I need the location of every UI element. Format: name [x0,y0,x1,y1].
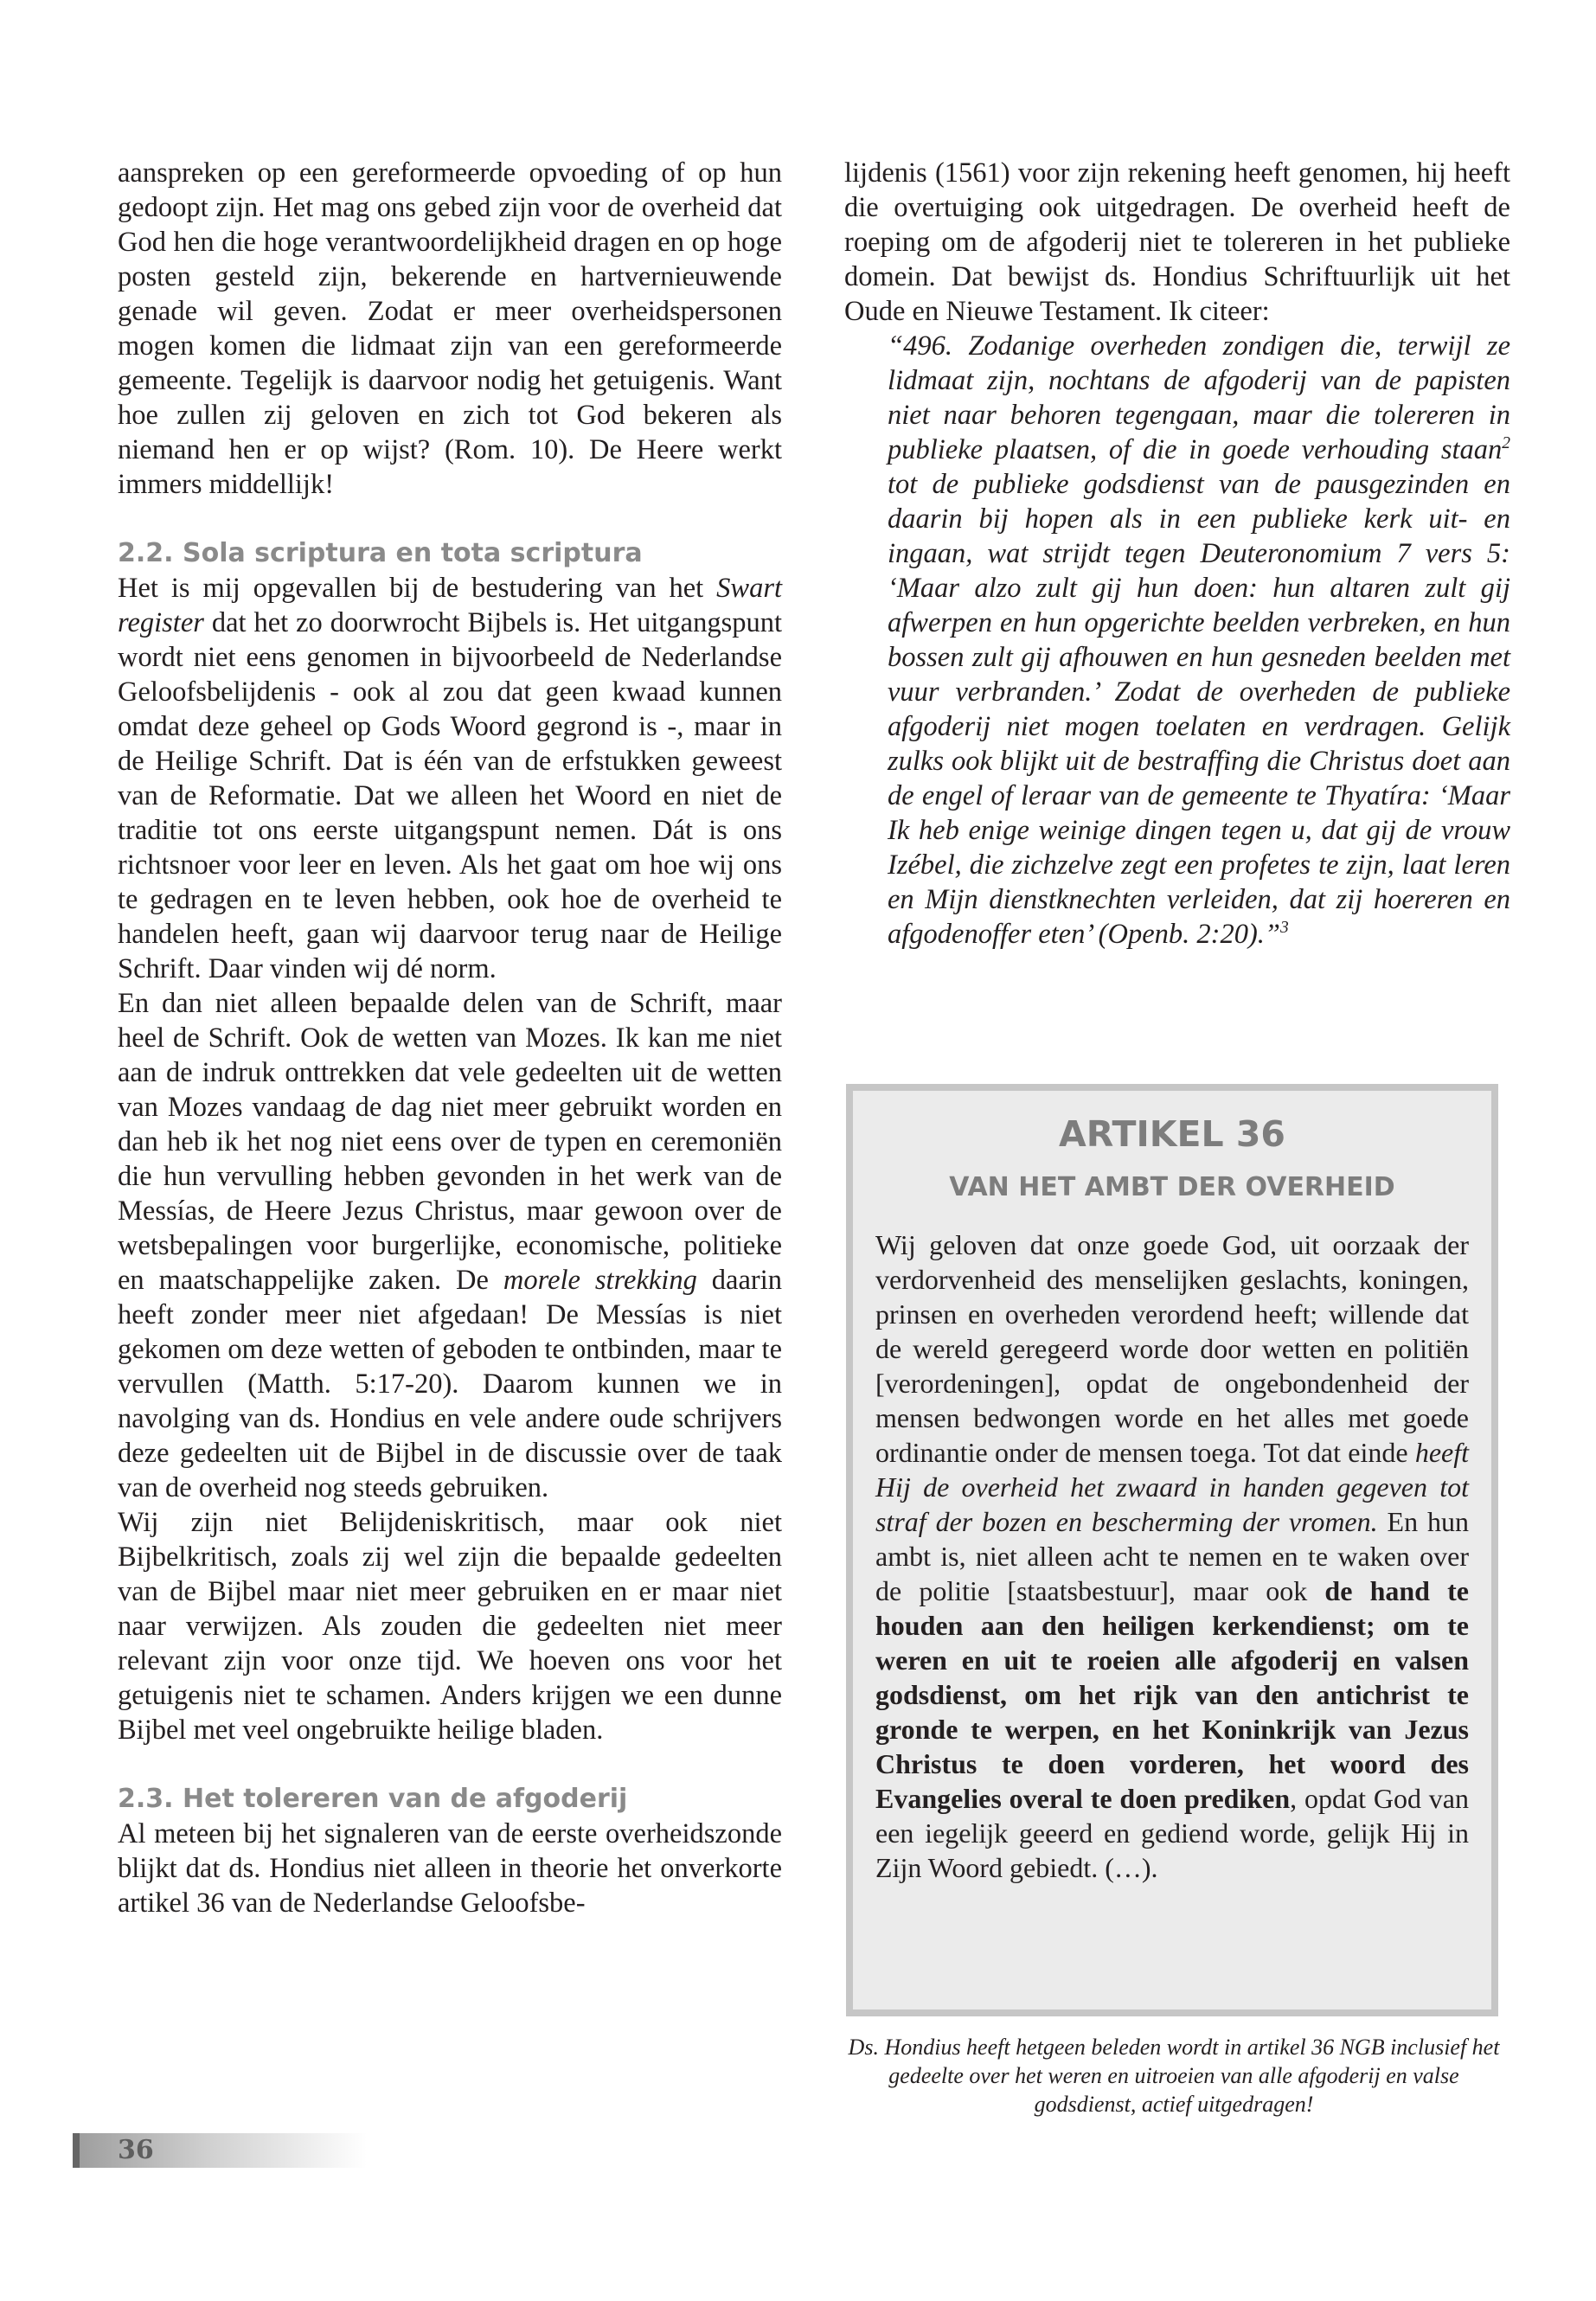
italic-term: morele strekking [503,1265,697,1296]
folio-bar [73,2133,80,2168]
page-number-tab [73,2133,367,2168]
paragraph: aanspreken op een gereformeerde opvoeding of op hun gedoopt zijn. Het mag ons gebed zijn voor de overheid dat God hen die hoge verantwoordelijkheid dragen en op hoge posten gesteld zijn, bekerende en hartvernieuwende genade wil geven. Zodat er meer overheidspersonen mogen komen die lidmaat zijn van een gereformeerde gemeente. Tegelijk is daarvoor nodig het getuigenis. Want hoe zullen zij geloven en zich tot God bekeren als niemand hen er op wijst? (Rom. 10). De Heere werkt immers middellijk! [118,157,782,500]
right-column [844,156,1510,952]
section-heading-2-3: 2.3. Het tolereren van de afgoderij [118,1784,628,1814]
paragraph: Het is mij opgevallen bij de bestudering van het Swart register dat het zo doorwrocht Bijbels is. Het uitgangspunt wordt niet eens genomen in bijvoorbeeld de Nederlandse Geloofsbelijdenis - ook al zou dat geen kwaad kunnen omdat deze geheel op Gods Woord gegrond is -, maar in de Heilige Schrift. Dat is één van de erfstukken geweest van de Reformatie. Dat we alleen het Woord en niet de traditie tot ons eerste uitgangspunt nemen. Dát is ons richtsnoer voor leer en leven. Als het gaat om hoe wij ons te gedragen en te leven hebben, ook hoe de overheid te handelen heeft, gaan wij daarvoor terug naar de Heilige Schrift. Daar vinden wij dé norm. [118,573,782,984]
section-heading-2-2: 2.2. Sola scriptura en tota scriptura [118,538,643,568]
paragraph: Wij zijn niet Belijdeniskritisch, maar ook niet Bijbelkritisch, zoals zij wel zijn die bepaalde gedeelten van de Bijbel maar niet meer gebruiken en er maar niet naar verwijzen. Als zouden die gedeelten niet meer relevant zijn voor onze tijd. We hoeven ons voor het getuigenis niet te schamen. Anders krijgen we een dunne Bijbel met veel ongebruikte heilige bladen. [118,1507,782,1746]
page-number: 36 [118,2135,154,2165]
footnote-ref: 2 [1502,434,1510,453]
article-title: ARTIKEL 36 [1059,1113,1285,1155]
paragraph: En dan niet alleen bepaalde delen van de Schrift, maar heel de Schrift. Ook de wetten van Mozes. Ik kan me niet aan de indruk onttrekken dat vele gedeelten uit de wetten van Mozes vandaag de dag niet meer gebruikt worden en dan heb ik het nog niet eens over de typen en ceremoniën die hun vervulling hebben gevonden in het werk van de Messías, de Heere Jezus Christus, maar gewoon over de wetsbepalingen voor burgerlijke, economische, politieke en maatschappelijke zaken. De morele strekking daarin heeft zonder meer niet afgedaan! De Messías is niet gekomen om deze wetten of geboden te ontbinden, maar te vervullen (Matth. 5:17-20). Daarom kunnen we in navolging van ds. Hondius en vele andere oude schrijvers deze gedeelten uit de Bijbel in de discussie over de taak van de overheid nog steeds gebruiken. [118,988,783,1503]
paragraph: lijdenis (1561) voor zijn rekening heeft genomen, hij heeft die overtuiging ook uitgedragen. De overheid heeft de roeping om de afgoderij niet te tolereren in het publieke domein. Dat bewijst ds. Hondius Schriftuurlijk uit het Oude en Nieuwe Testament. Ik citeer: [844,157,1510,327]
box-caption: Ds. Hondius heeft hetgeen beleden wordt in artikel 36 NGB inclusief het gedeelte over het weren en uitroeien van alle afgoderij en valse godsdienst, actief uitgedragen! [848,2035,1500,2117]
article-text: Wij geloven dat onze goede God, uit oorzaak der verdorvenheid des menselijken geslachts, koningen, prinsen en overheden verordend heeft; willende dat de wereld geregeerd worde door wetten en politiën [verordeningen], opdat de ongebondenheid der mensen bedwongen worde en het alles met goede ordinantie onder de mensen toega. Tot dat einde heeft Hij de overheid het zwaard in handen gegeven tot straf der bozen en bescherming der vromen. En hun ambt is, niet alleen acht te nemen en te waken over de politie [staatsbestuur], maar ook de hand te houden aan den heiligen kerkendienst; om te weren en uit te roeien alle afgoderij en valsen godsdienst, om het rijk van den antichrist te gronde te werpen, en het Koninkrijk van Jezus Christus te doen vorderen, het woord des Evangelies overal te doen prediken, opdat God van een iegelijk geeerd en gediend worde, gelijk Hij in Zijn Woord gebiedt. (…). [875,1229,1470,1883]
italic-term: Swart register [118,573,782,638]
block-quote: “496. Zodanige overheden zondigen die, terwijl ze lidmaat zijn, nochtans de afgoderij van de papisten niet naar behoren tegengaan, maar die tolereren in publieke plaatsen, of die in goede verhouding staan$^2$ tot de publieke godsdienst van de pausgezinden en daarin bij hopen als in een publieke kerk uit- en ingaan, wat strijdt tegen Deuteronomium 7 vers 5: ‘Maar alzo zult gij hun doen: hun altaren zult gij afwerpen en hun opgerichte beelden verbreken, en hun bossen zult gij afhouwen en hun gesneden beelden met vuur verbranden.’ Zodat de overheden de publieke afgoderij niet mogen toelaten en verdragen. Gelijk zulks ook blijkt uit de bestraffing die Christus doet aan de engel of leraar van de gemeente te Thyatíra: ‘Maar Ik heb enige weinige dingen tegen u, dat gij de vrouw Izébel, die zichzelve zegt een profetes te zijn, laat leren en Mijn dienstknechten verleiden, dat zij hoereren en afgodenoffer eten’ (Openb. 2:20).”$^3$ [888,330,1510,950]
paragraph: Al meteen bij het signaleren van de eerste overheidszonde blijkt dat ds. Hondius niet alleen in theorie het onverkorte artikel 36 van de Nederlandse Geloofsbe- [118,1818,782,1919]
article-subtitle: VAN HET AMBT DER OVERHEID [949,1172,1395,1202]
footnote-ref: 3 [1280,919,1289,938]
article-box [846,1084,1498,2016]
left-column [118,156,782,1920]
